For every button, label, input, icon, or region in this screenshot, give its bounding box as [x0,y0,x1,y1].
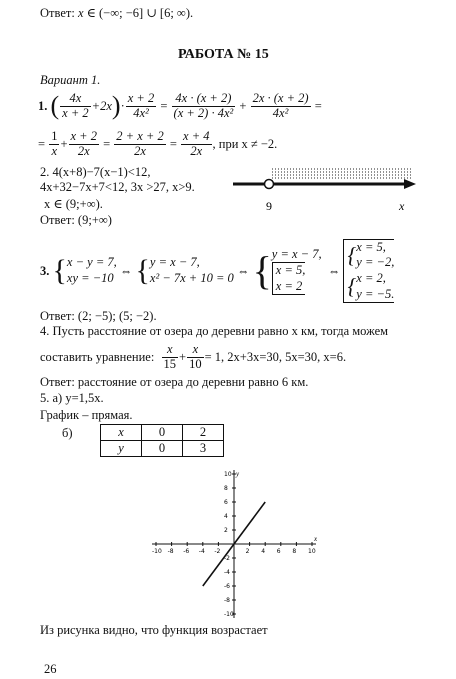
table-cell: 0 [142,441,183,457]
table-cell: 3 [183,441,224,457]
x-tick-label: -10 [152,548,162,555]
task3-answer: Ответ: (2; −5); (5; −2). [40,309,157,323]
system-2: y = x − 7, x² − 7x + 10 = 0 [149,255,234,285]
y-tick-label: -10 [224,611,234,618]
arrow-icon [404,179,416,189]
x-tick-label: 6 [276,548,281,555]
axis-var-label: x [399,199,405,213]
x-tick-label: -4 [198,548,205,555]
number-line [228,160,418,216]
page-title: РАБОТА № 15 [178,47,269,62]
task4-answer: Ответ: расстояние от озера до деревни равно 6 км. [40,375,309,389]
open-point [265,180,274,189]
x-tick-label: -2 [214,548,221,555]
task4-line2: составить уравнение: $\frac{x}{15}$ + $\frac{x}{10}$ = 1, 2x+3x=30, 5x=30, x=6. [40,341,347,371]
fraction: $\frac{4x}{x + 2}$ [62,90,89,120]
task1-line1: 1. ( $\frac{4x}{x + 2}$ +2x ) · $\frac{x + 2}{\text{4x²}}$ = $\frac{4x \cdot (x + 2)}{\text{(x + 2) · 4x²}}$ + $\frac{2x \cdot (x + 2)}{\text{4x²}}$ = [38,90,322,120]
task2-line3: x ∈ (9;+∞). [44,197,103,211]
task5-line1: 5. а) y=1,5x. [40,391,104,405]
hatch-region [272,169,413,178]
x-tick-label: -8 [167,548,174,555]
task4-line1: 4. Пусть расстояние от озера до деревни равно x км, тогда можем [40,324,389,338]
task1-line2: = $\frac{1}{x}$ + $\frac{x + 2}{2x}$ = $\frac{2 + x + 2}{2x}$ = $\frac{x + 4}{2x}$ , при x ≠ −2. [38,128,278,158]
task3-line: 3. { x − y = 7, xy = −10 ⇔ { y = x − 7, x² − 7x + 10 = 0 ⇔ { y = x − 7, x = 5, x = 2 ⇔ {x = 5, y = −2, {x = 2, y = −5. [40,238,394,304]
y-tick-label: 4 [224,513,228,520]
function-graph [142,462,324,618]
y-axis-label: y [236,470,240,478]
task1-number: 1. [38,98,48,113]
system-1: x − y = 7, xy = −10 [66,255,117,285]
fraction: $\frac{4x \cdot (x + 2)}{\text{(x + 2) · 4x²}}$ [173,90,234,120]
table-cell: 0 [142,425,183,441]
table-row [101,425,224,441]
task3-number: 3. [40,263,50,278]
y-tick-label: -2 [224,555,230,562]
y-tick-label: 2 [224,527,228,534]
page-number: 26 [44,662,57,676]
task5-b-label: б) [62,426,73,440]
x-tick-label: 4 [261,548,266,555]
conclusion-text: Из рисунка видно, что функция возрастает [40,623,268,637]
y-tick-label: 10 [224,471,232,478]
y-tick-label: 8 [224,485,228,492]
task5-line2: График – прямая. [40,408,133,422]
top-answer: Ответ: x ∈ (−∞; −6] ∪ [6; ∞). [40,6,194,20]
y-tick-label: -4 [224,569,230,576]
x-tick-label: 8 [292,548,297,555]
system-3: y = x − 7, x = 5, x = 2 [272,247,322,296]
x-tick-label: 10 [308,548,316,555]
y-tick-label: 6 [224,499,228,506]
table-cell: 2 [183,425,224,441]
task2-line2: 4x+32−7x+7<12, 3x >27, x>9. [40,180,195,194]
fraction: $\frac{2x \cdot (x + 2)}{\text{4x²}}$ [252,90,309,120]
table-row [101,441,224,457]
task2-line1: 2. 4(x+8)−7(x−1)<12, [40,165,151,179]
x-axis-label: x [314,535,318,543]
point-label: 9 [266,199,272,213]
values-table [100,424,224,457]
x-tick-label: 2 [245,548,250,555]
y-tick-label: -8 [224,597,230,604]
system-4: {x = 5, y = −2, {x = 2, y = −5. [343,239,394,304]
variant-label: Вариант 1. [40,73,101,87]
y-tick-label: -6 [224,583,230,590]
task2-answer: Ответ: (9;+∞) [40,213,112,227]
table-cell: x [101,425,142,441]
fraction: $\frac{x + 2}{\text{4x²}}$ [127,90,155,120]
x-tick-label: -6 [183,548,190,555]
table-cell: y [101,441,142,457]
